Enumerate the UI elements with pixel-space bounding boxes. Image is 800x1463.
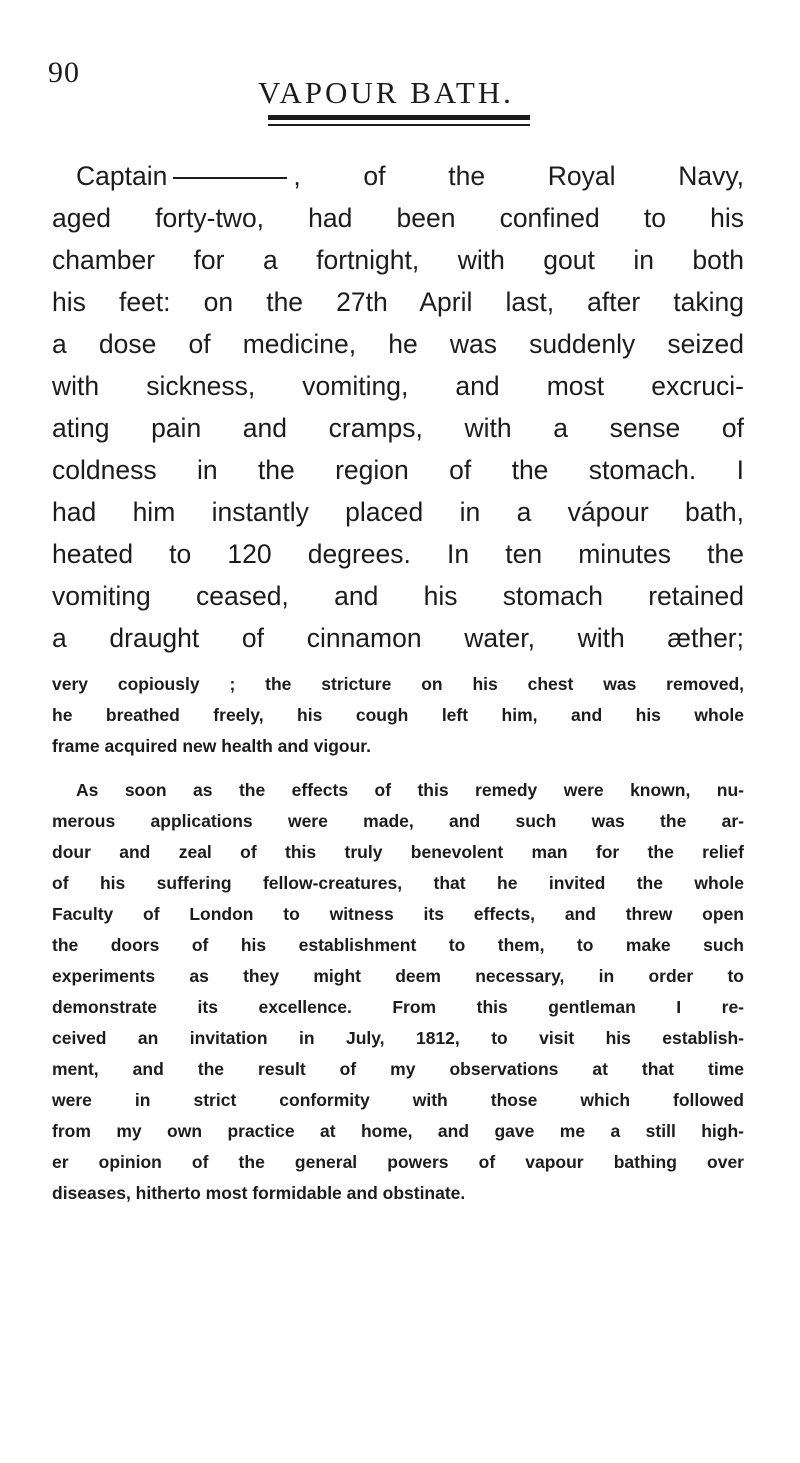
text-line: from my own practice at home, and gave me a still high- [52, 1121, 744, 1141]
paragraph-gap [52, 762, 744, 775]
small-paragraph [52, 775, 744, 1209]
text-line: Faculty of London to witness its effects, and threw open [52, 904, 744, 924]
text-line: heated to 120 degrees. In ten minutes the [52, 539, 744, 569]
small-paragraph-continuation [52, 669, 744, 762]
text-line: ating pain and cramps, with a sense of [52, 413, 744, 443]
header-rule-thick [268, 115, 530, 120]
text-line: had him instantly placed in a vápour bath, [52, 497, 744, 527]
text-line: ceived an invitation in July, 1812, to visit his establish- [52, 1028, 744, 1048]
running-head: VAPOUR BATH. [258, 75, 514, 110]
small-print-section [52, 669, 744, 1209]
text-line: dour and zeal of this truly benevolent man for the relief [52, 842, 744, 862]
text-line: the doors of his establishment to them, to make such [52, 935, 744, 955]
text-line: demonstrate its excellence. From this gentleman I re- [52, 997, 744, 1017]
text-line: a dose of medicine, he was suddenly seized [52, 329, 744, 359]
large-paragraph [52, 155, 744, 659]
text-line: with sickness, vomiting, and most excruci- [52, 371, 744, 401]
name-omission-dash [173, 177, 287, 179]
text-fragment: , of the Royal Navy, [293, 161, 744, 191]
text-line: As soon as the effects of this remedy were known, nu- [76, 780, 744, 800]
text-line: his feet: on the 27th April last, after taking [52, 287, 744, 317]
text-line: a draught of cinnamon water, with æther; [52, 623, 744, 653]
text-line: chamber for a fortnight, with gout in both [52, 245, 744, 275]
text-line: frame acquired new health and vigour. [52, 736, 371, 756]
text-line: er opinion of the general powers of vapour bathing over [52, 1152, 744, 1172]
text-line: he breathed freely, his cough left him, and his whole [52, 705, 744, 725]
text-line: were in strict conformity with those which followed [52, 1090, 744, 1110]
text-line: diseases, hitherto most formidable and obstinate. [52, 1183, 466, 1203]
header-rule-thin [268, 124, 530, 126]
text-line: ment, and the result of my observations at that time [52, 1059, 744, 1079]
text-line: coldness in the region of the stomach. I [52, 455, 744, 485]
text-line: of his suffering fellow-creatures, that he invited the whole [52, 873, 744, 893]
text-line: vomiting ceased, and his stomach retained [52, 581, 744, 611]
text-line: experiments as they might deem necessary, in order to [52, 966, 744, 986]
text-line: very copiously ; the stricture on his chest was removed, [52, 674, 744, 694]
text-line: aged forty-two, had been confined to his [52, 203, 744, 233]
text-line: merous applications were made, and such was the ar- [52, 811, 744, 831]
text-line [52, 155, 744, 197]
text-fragment: Captain [76, 161, 168, 191]
page-number: 90 [48, 56, 80, 89]
